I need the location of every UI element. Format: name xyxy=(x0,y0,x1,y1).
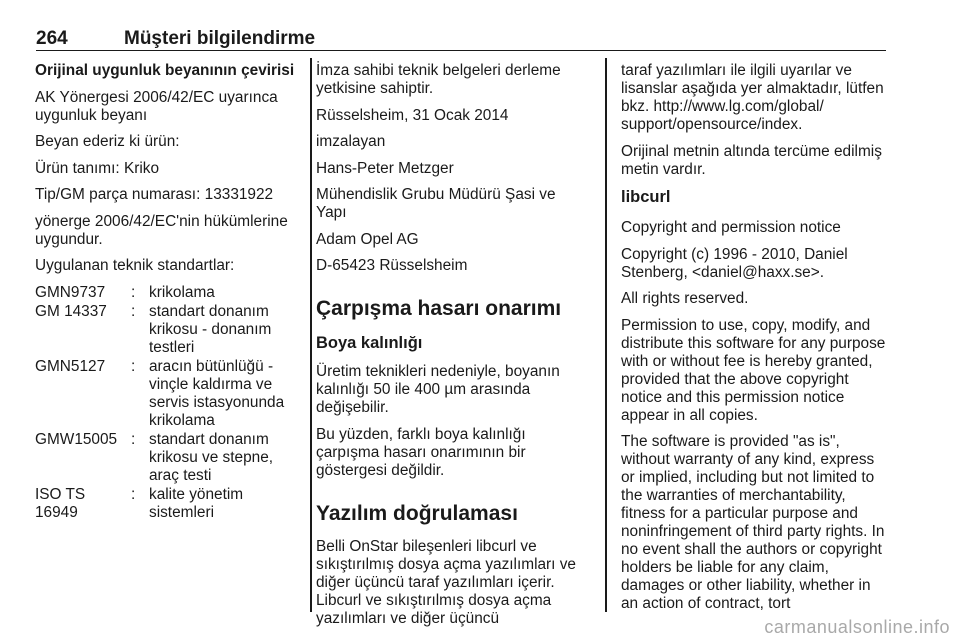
column-middle xyxy=(316,62,588,636)
standard-desc: aracın bütünlüğü - vinçle kaldırma ve servis istasyonunda krikolama xyxy=(149,357,285,429)
table-row xyxy=(35,284,305,303)
page-header xyxy=(36,0,886,51)
paragraph: yönerge 2006/42/EC'nin hükümlerine uygundur. xyxy=(35,212,288,248)
standards-table xyxy=(35,284,305,523)
paragraph: Üretim teknikleri nedeniyle, boyanın kalınlığı 50 ile 400 µm arasında değişebilir. xyxy=(316,363,560,416)
column-divider xyxy=(605,58,607,612)
column-divider xyxy=(310,58,312,612)
page-number: 264 xyxy=(36,28,68,49)
standard-code: GMW15005 xyxy=(35,430,118,448)
paragraph: Copyright and permission notice xyxy=(621,219,841,236)
paragraph: Bu yüzden, farklı boya kalınlığı çarpışma hasarı onarımının bir göstergesi değildir. xyxy=(316,425,526,479)
section-heading: Yazılım doğrulaması xyxy=(316,501,518,525)
paragraph: Ürün tanımı: Kriko xyxy=(35,159,160,177)
standard-code: ISO TS 16949 xyxy=(35,485,86,521)
watermark: carmanualsonline.info xyxy=(764,617,950,637)
separator: : xyxy=(131,430,136,448)
table-row xyxy=(35,303,305,358)
page-title: Müşteri bilgilendirme xyxy=(124,28,316,49)
paragraph: AK Yönergesi 2006/42/EC uyarınca uygunluk beyanı xyxy=(35,88,278,124)
column-right xyxy=(621,62,891,622)
page-footer xyxy=(0,612,960,642)
standard-code: GMN5127 xyxy=(35,357,106,375)
separator: : xyxy=(131,302,136,320)
standard-code: GMN9737 xyxy=(35,283,106,301)
paragraph: Hans-Peter Metzger xyxy=(316,159,454,177)
paragraph: All rights reserved. xyxy=(621,290,749,307)
subsection-heading: libcurl xyxy=(621,188,671,206)
paragraph: Uygulanan teknik standartlar: xyxy=(35,257,235,274)
section-heading: Çarpışma hasarı onarımı xyxy=(316,297,562,320)
standard-desc: krikolama xyxy=(149,283,215,301)
standard-desc: kalite yönetim sistemleri xyxy=(149,485,244,521)
subsection-heading: Boya kalınlığı xyxy=(316,334,423,352)
paragraph: taraf yazılımları ile ilgili uyarılar ve lisanslar aşağıda yer almaktadır, lütfen bkz. http://www.lg.com/global/ support/opensource/index. xyxy=(621,62,884,133)
table-row xyxy=(35,486,305,523)
table-row xyxy=(35,431,305,486)
standard-code: GM 14337 xyxy=(35,302,107,320)
separator: : xyxy=(131,283,136,301)
section-heading: Orijinal uygunluk beyanının çevirisi xyxy=(35,62,295,79)
column-left xyxy=(35,62,305,523)
paragraph: Belli OnStar bileşenleri libcurl ve sıkıştırılmış dosya açma yazılımları ve diğer üçüncü taraf yazılımları içerir. Libcurl ve sıkıştırılmış dosya açma yazılımları ve diğer üçüncü xyxy=(316,537,576,627)
paragraph: Copyright (c) 1996 - 2010, Daniel Stenberg, <daniel@haxx.se>. xyxy=(621,245,848,281)
paragraph: Rüsselsheim, 31 Ocak 2014 xyxy=(316,106,509,124)
paragraph: Permission to use, copy, modify, and distribute this software for any purpose with or without fee is hereby granted, provided that the above copyright notice and this permission notice appear in all copies. xyxy=(621,316,886,424)
standard-desc: standart donanım krikosu - donanım testleri xyxy=(149,302,272,356)
separator: : xyxy=(131,485,136,503)
paragraph: D-65423 Rüsselsheim xyxy=(316,257,468,274)
table-row xyxy=(35,358,305,431)
standard-desc: standart donanım krikosu ve stepne, araç testi xyxy=(149,430,274,484)
paragraph: The software is provided "as is", without warranty of any kind, express or implied, including but not limited to the warranties of merchantability, fitness for a particular purpose and noninfringement of third party rights. In no event shall the authors or copyright holders be liable for any claim, damages or other liability, whether in an action of contract, tort xyxy=(621,433,885,612)
paragraph: Tip/GM parça numarası: 13331922 xyxy=(35,186,274,203)
paragraph: Adam Opel AG xyxy=(316,230,419,248)
paragraph: Mühendislik Grubu Müdürü Şasi ve Yapı xyxy=(316,186,556,221)
paragraph: İmza sahibi teknik belgeleri derleme yetkisine sahiptir. xyxy=(316,62,561,97)
paragraph: Beyan ederiz ki ürün: xyxy=(35,133,180,150)
paragraph: imzalayan xyxy=(316,133,386,150)
paragraph: Orijinal metnin altında tercüme edilmiş metin vardır. xyxy=(621,142,882,178)
separator: : xyxy=(131,357,136,375)
